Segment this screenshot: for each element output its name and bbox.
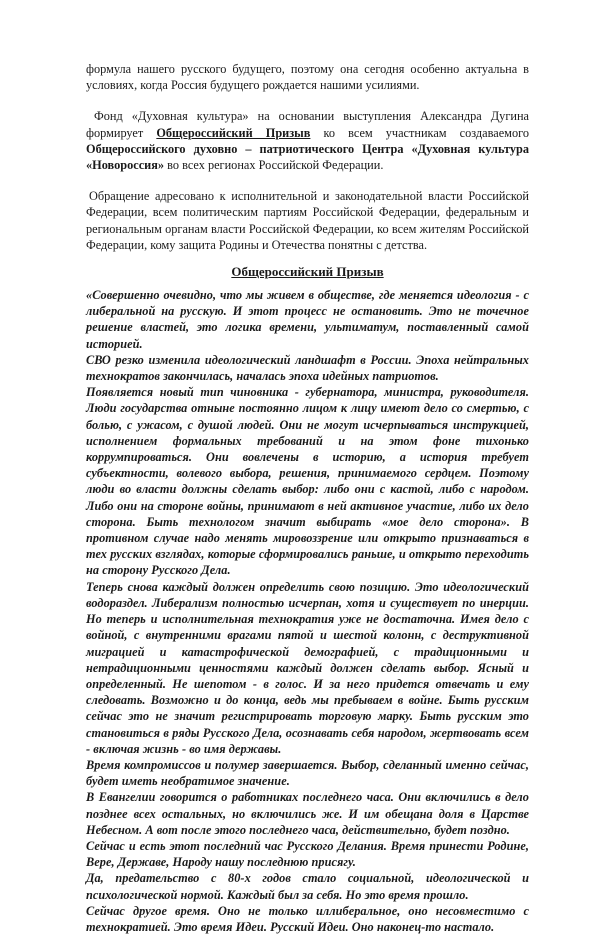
intro-paragraph-1: формула нашего русского будущего, поэтому она сегодня особенно актуальна в условиях, когда Россия будущего рождается нашими усилиями.: [86, 62, 529, 93]
spacer: [86, 173, 529, 188]
appeal-name-emphasis: Общероссийский Призыв: [156, 125, 311, 140]
appeal-paragraph: Сейчас и есть этот последний час Русского Делания. Время принести Родине, Вере, Державе, Народу нашу последнюю присягу.: [86, 838, 529, 870]
appeal-paragraph: Появляется новый тип чиновника - губернатора, министра, руководителя. Люди государства отныне постоянно лицом к лицу имеют дело со смертью, с болью, с ужасом, с душой людей. Они не могут исчерпываться инструкцией, исполнением формальных требований и на этом фоне тихонько коррумпироваться. Они вовлечены в историю, а история требует субъектности, волевого выбора, решения, принимаемого сердцем. Поэтому люди во власти должны сделать выбор: либо они с кастой, либо с народом. Либо они на стороне войны, принимают в ней активное участие, либо их дело сторона. Быть технологом значит выбирать «мое дело сторона». В противном случае надо менять мировоззрение или открыто признаваться в тех русских взглядах, которые сформировались раньше, и открыто переходить на сторону Русского Дела.: [86, 385, 529, 578]
intro-p2-text-a: Фонд «Духовная культура» на основании выступления Александра Дугина формирует: [86, 109, 529, 140]
appeal-paragraph: Время компромиссов и полумер завершается. Выбор, сделанный именно сейчас, будет иметь необратимое значение.: [86, 757, 529, 789]
appeal-body: [86, 287, 529, 935]
appeal-paragraph: СВО резко изменила идеологический ландшафт в России. Эпоха нейтральных технократов закончилась, началась эпоха идейных патриотов.: [86, 352, 529, 384]
intro-paragraph-2: [86, 108, 529, 173]
document-page: [86, 61, 529, 935]
spacer: [86, 253, 529, 263]
appeal-paragraph: Теперь снова каждый должен определить свою позицию. Это идеологический водораздел. Либерализм полностью исчерпан, хотя и существует по инерции. Но теперь и исполнительная технократия уже не достаточна. Имея дело с войной, с внутренними врагами пятой и шестой колонн, с деструктивной миграцией и катастрофической демографией, с традиционными и нетрадиционными ценностями каждый должен сделать выбор. Ясный и определенный. Не шепотом - в голос. И за него придется отвечать и ему следовать. Возможно и до конца, ведь мы пребываем в войне. Быть русским сейчас это не значит регистрировать торговую марку. Быть русским это становиться в ряды Русского Дела, осознавать себя народом, жертвовать всем - включая жизнь - во имя державы.: [86, 579, 529, 756]
appeal-paragraph: «Совершенно очевидно, что мы живем в обществе, где меняется идеология - с либеральной на русскую. И этот процесс не остановить. Это не точечное решение властей, это логика времени, ультиматум, поставленный самой историей.: [86, 288, 529, 351]
intro-paragraph-3: Обращение адресовано к исполнительной и законодательной власти Российской Федерации, всем политическим партиям Российской Федерации, федеральным и региональным органам власти Российской Федерации, ко всем жителям Российской Федерации, кому защита Родины и Отечества понятны с детства.: [86, 189, 529, 252]
center-name-emphasis: Общероссийского духовно – патриотического Центра «Духовная культура «Новороссия»: [86, 141, 529, 173]
appeal-paragraph: Сейчас другое время. Оно не только иллиберальное, оно несовместимо с технократией. Это время Идеи. Русский Идеи. Оно наконец-то настало.: [86, 903, 529, 934]
appeal-paragraph: Да, предательство с 80-х годов стало социальной, идеологической и психологической нормой. Каждый был за себя. Но это время прошло.: [86, 871, 529, 902]
intro-p2-text-c: ко всем участникам создаваемого: [310, 125, 529, 140]
appeal-title: Общероссийский Призыв: [231, 264, 384, 280]
intro-p2-text-e: во всех регионах Российской Федерации.: [164, 158, 384, 173]
spacer: [86, 93, 529, 108]
appeal-paragraph: В Евангелии говорится о работниках последнего часа. Они включились в дело позднее всех остальных, но включились же. И им обещана доля в Царстве Небесном. А вот после этого последнего часа, действительно, будет поздно.: [86, 790, 529, 837]
